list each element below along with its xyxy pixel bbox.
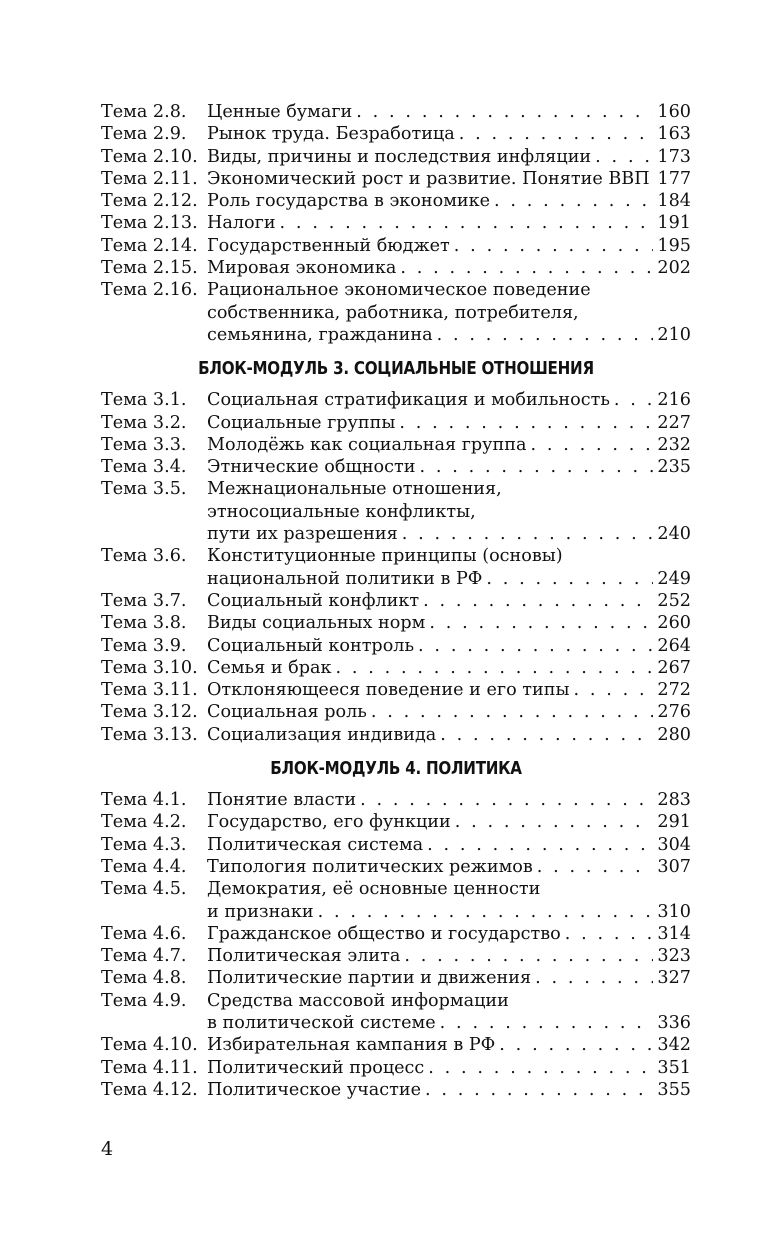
topic-title-text: Мировая экономика [207,258,397,279]
topic-number: Тема 4.2. [101,812,187,833]
topic-number: Тема 3.6. [101,546,187,567]
topic-number: Тема 3.13. [101,724,198,745]
page-ref: 323 [657,946,691,967]
topic-title-text: национальной политики в РФ [207,568,483,589]
topic-number: Тема 4.6. [101,923,187,944]
topic-title-line [207,523,691,545]
toc-entry [101,257,691,279]
topic-title-text: семьянина, гражданина [207,324,433,345]
topic-title [207,990,691,1035]
toc-entry [101,945,691,967]
topic-title-line [207,412,691,434]
topic-title-text: Политическая система [207,834,424,855]
page-number: 4 [101,1138,114,1160]
topic-title-line [207,612,691,634]
dot-leader [499,1034,653,1056]
page-ref: 327 [657,968,691,989]
topic-title [207,590,691,612]
topic-number: Тема 2.12. [101,191,198,212]
topic-title [207,701,691,723]
topic-title [207,101,691,123]
dot-leader [486,568,653,590]
topic-title [207,945,691,967]
topic-title [207,967,691,989]
topic-title-line [207,657,691,679]
topic-title-text: Политическая элита [207,946,401,967]
topic-title-text: Политические партии и движения [207,968,532,989]
topic-title [207,811,691,833]
toc-entry [101,923,691,945]
topic-title [207,146,691,168]
page-ref: 314 [657,923,691,944]
toc-entry [101,834,691,856]
topic-title [207,724,691,746]
page-ref: 202 [657,258,691,279]
dot-leader [565,923,654,945]
topic-number: Тема 2.15. [101,258,198,279]
page-ref: 291 [657,812,691,833]
dot-leader [404,945,653,967]
page-ref: 342 [657,1035,691,1056]
page-ref: 267 [657,657,691,678]
topic-number: Тема 4.9. [101,990,187,1011]
topic-number: Тема 3.3. [101,434,187,455]
topic-title [207,478,691,545]
dot-leader [402,523,654,545]
topic-title-text: Демократия, её основные ценности [207,879,541,900]
dot-leader [429,612,653,634]
toc-entry [101,724,691,746]
page-ref: 240 [657,524,691,545]
toc-entry [101,701,691,723]
topic-title [207,434,691,456]
page-ref: 227 [657,412,691,433]
dot-leader [459,123,654,145]
dot-leader [535,967,653,989]
topic-number: Тема 3.2. [101,412,187,433]
topic-number: Тема 2.9. [101,124,187,145]
topic-title-line [207,324,691,346]
topic-title [207,257,691,279]
page-ref: 355 [657,1079,691,1100]
page-ref: 177 [657,168,692,189]
topic-title-text: пути их разрешения [207,524,398,545]
topic-title-line [207,1057,691,1079]
topic-title [207,389,691,411]
dot-leader [437,324,654,346]
page-ref: 260 [657,613,691,634]
topic-title-line [207,212,691,234]
topic-title-line [207,235,691,257]
topic-number: Тема 2.14. [101,235,198,256]
dot-leader [494,190,653,212]
topic-title-text: этносоциальные конфликты, [207,501,476,522]
toc-entry [101,967,691,989]
topic-title-line [207,434,691,456]
topic-title-line [207,724,691,746]
topic-title-text: Роль государства в экономике [207,191,491,212]
topic-title-line [207,901,691,923]
page-ref: 173 [657,146,691,167]
page-ref: 276 [657,702,691,723]
topic-number: Тема 3.9. [101,635,187,656]
topic-number: Тема 2.13. [101,213,198,234]
topic-title-line [207,257,691,279]
topic-title-line [207,635,691,657]
dot-leader [371,701,654,723]
dot-leader [530,434,653,456]
toc-entry [101,657,691,679]
toc-entry [101,212,691,234]
toc-entry [101,279,691,346]
topic-title-text: Социальная роль [207,702,367,723]
topic-number: Тема 2.11. [101,168,198,189]
topic-title [207,789,691,811]
module-heading: БЛОК-МОДУЛЬ 3. СОЦИАЛЬНЫЕ ОТНОШЕНИЯ [198,359,594,380]
topic-number: Тема 4.5. [101,879,187,900]
topic-number: Тема 3.4. [101,457,187,478]
topic-title-text: Социальная стратификация и мобильность [207,390,610,411]
page-ref: 351 [657,1057,691,1078]
topic-title [207,456,691,478]
toc-entry [101,123,691,145]
topic-title [207,923,691,945]
dot-leader [428,1057,653,1079]
dot-leader [318,901,654,923]
dot-leader [455,811,654,833]
toc-entry [101,412,691,434]
page-ref: 252 [657,590,691,611]
topic-title [207,190,691,212]
page-ref: 304 [657,834,691,855]
topic-title-line [207,123,691,145]
topic-title-text: Политическое участие [207,1079,421,1100]
toc-entry [101,590,691,612]
topic-number: Тема 4.10. [101,1035,198,1056]
topic-title-line [207,990,691,1012]
topic-number: Тема 3.1. [101,390,187,411]
toc-entry [101,146,691,168]
topic-title-line [207,679,691,701]
dot-leader [360,789,653,811]
page-ref: 210 [657,324,691,345]
topic-title-text: Политический процесс [207,1057,425,1078]
topic-number: Тема 2.16. [101,280,198,301]
topic-title [207,657,691,679]
topic-title-text: Избирательная кампания в РФ [207,1035,496,1056]
topic-title-line [207,834,691,856]
dot-leader [423,590,653,612]
topic-number: Тема 3.8. [101,613,187,634]
topic-number: Тема 3.10. [101,657,198,678]
topic-title [207,279,691,346]
topic-title-text: Социальные группы [207,412,396,433]
page-ref: 216 [657,390,691,411]
dot-leader [440,1012,654,1034]
toc-entry [101,478,691,545]
dot-leader [425,1079,653,1101]
module-heading: БЛОК-МОДУЛЬ 4. ПОЛИТИКА [270,759,522,780]
topic-title-line [207,456,691,478]
topic-title-text: Конституционные принципы (основы) [207,546,563,567]
topic-title-text: Государство, его функции [207,812,451,833]
dot-leader [419,456,653,478]
toc-entry [101,168,691,190]
topic-title [207,635,691,657]
topic-title-text: Ценные бумаги [207,102,353,122]
topic-title-line [207,478,691,500]
topic-title-line [207,856,691,878]
page-ref: 283 [657,790,691,811]
topic-title-line [207,190,691,212]
topic-number: Тема 2.8. [101,102,187,122]
toc-entry [101,235,691,257]
dot-leader [595,146,653,168]
dot-leader [418,635,653,657]
page-ref: 336 [657,1012,691,1033]
page-ref: 191 [657,213,691,234]
toc-entry [101,635,691,657]
topic-title [207,834,691,856]
topic-title [207,123,691,145]
topic-title-text: Межнациональные отношения, [207,479,502,500]
topic-title-text: Отклоняющееся поведение и его типы [207,680,570,701]
toc-entry [101,456,691,478]
topic-number: Тема 2.10. [101,146,198,167]
topic-title-text: Средства массовой информации [207,990,509,1011]
topic-title-line [207,789,691,811]
topic-number: Тема 4.7. [101,946,187,967]
topic-number: Тема 4.12. [101,1079,198,1100]
topic-number: Тема 3.7. [101,590,187,611]
topic-title-line [207,1034,691,1056]
topic-title-text: Семья и брак [207,657,332,678]
topic-title-text: и признаки [207,901,314,922]
page-ref: 310 [657,901,691,922]
topic-title-text: в политической системе [207,1012,436,1033]
topic-number: Тема 4.11. [101,1057,198,1078]
topic-title [207,212,691,234]
topic-title-text: Этнические общности [207,457,416,478]
toc-entry [101,878,691,923]
toc-entry [101,1057,691,1079]
topic-title [207,1057,691,1079]
table-of-contents [101,101,691,1101]
page-ref: 280 [657,724,691,745]
topic-title-text: Виды, причины и последствия инфляции [207,146,592,167]
topic-title-text: Виды социальных норм [207,613,426,634]
topic-title-line [207,101,691,123]
topic-title-text: Социальный конфликт [207,590,420,611]
topic-number: Тема 3.12. [101,702,198,723]
topic-title-text: Молодёжь как социальная группа [207,434,527,455]
topic-title-line [207,279,691,301]
topic-title-text: Экономический рост и развитие. Понятие ВВП [207,168,650,189]
toc-entry [101,856,691,878]
dot-leader [356,101,653,123]
toc-entry [101,789,691,811]
topic-title-text: Налоги [207,213,276,234]
topic-title [207,235,691,257]
topic-title-line [207,168,691,190]
topic-number: Тема 4.3. [101,834,187,855]
toc-entry [101,389,691,411]
toc-entry [101,679,691,701]
toc-entry [101,1034,691,1056]
topic-title-line [207,878,691,900]
topic-title-text: Социальный контроль [207,635,415,656]
topic-title-text: Государственный бюджет [207,235,450,256]
toc-entry [101,190,691,212]
topic-title-line [207,545,691,567]
topic-title-line [207,302,691,324]
topic-title-line [207,811,691,833]
page-ref: 195 [657,235,691,256]
toc-entry [101,990,691,1035]
topic-title-text: Гражданское общество и государство [207,923,561,944]
dot-leader [440,724,653,746]
topic-title-text: Социализация индивида [207,724,437,745]
page-ref: 163 [657,124,691,145]
topic-title [207,168,691,190]
topic-title [207,1079,691,1101]
topic-title-line [207,923,691,945]
topic-title-line [207,1012,691,1034]
topic-title-line [207,501,691,523]
topic-title-line [207,945,691,967]
topic-title-text: Рынок труда. Безработица [207,124,455,145]
topic-title [207,612,691,634]
page-ref: 232 [657,434,691,455]
topic-number: Тема 4.4. [101,856,187,877]
topic-number: Тема 4.1. [101,790,187,811]
dot-leader [454,235,654,257]
toc-entry [101,434,691,456]
topic-title-text: Рациональное экономическое поведение [207,280,591,301]
page-ref: 307 [657,856,691,877]
topic-title [207,412,691,434]
topic-title [207,1034,691,1056]
topic-title-text: Понятие власти [207,790,357,811]
toc-entry [101,545,691,590]
topic-title-line [207,967,691,989]
topic-title [207,856,691,878]
page-ref: 249 [657,568,691,589]
page-ref: 235 [657,457,691,478]
dot-leader [427,834,653,856]
toc-entry [101,1079,691,1101]
toc-entry [101,612,691,634]
dot-leader [400,257,653,279]
page-ref: 160 [657,102,691,122]
dot-leader [614,389,653,411]
toc-entry [101,811,691,833]
page-ref: 184 [657,191,691,212]
page-ref: 264 [657,635,691,656]
topic-number: Тема 3.11. [101,680,198,701]
dot-leader [573,679,653,701]
topic-title [207,878,691,923]
dot-leader [280,212,654,234]
topic-number: Тема 3.5. [101,479,187,500]
topic-title [207,679,691,701]
dot-leader [399,412,653,434]
topic-title-line [207,590,691,612]
topic-title-line [207,1079,691,1101]
topic-title [207,545,691,590]
dot-leader [537,856,654,878]
topic-title-text: собственника, работника, потребителя, [207,302,579,323]
topic-title-line [207,146,691,168]
topic-title-line [207,389,691,411]
topic-title-text: Типология политических режимов [207,856,533,877]
topic-number: Тема 4.8. [101,968,187,989]
toc-entry [101,101,691,123]
page-ref: 272 [657,680,691,701]
topic-title-line [207,701,691,723]
dot-leader [336,657,654,679]
topic-title-line [207,568,691,590]
